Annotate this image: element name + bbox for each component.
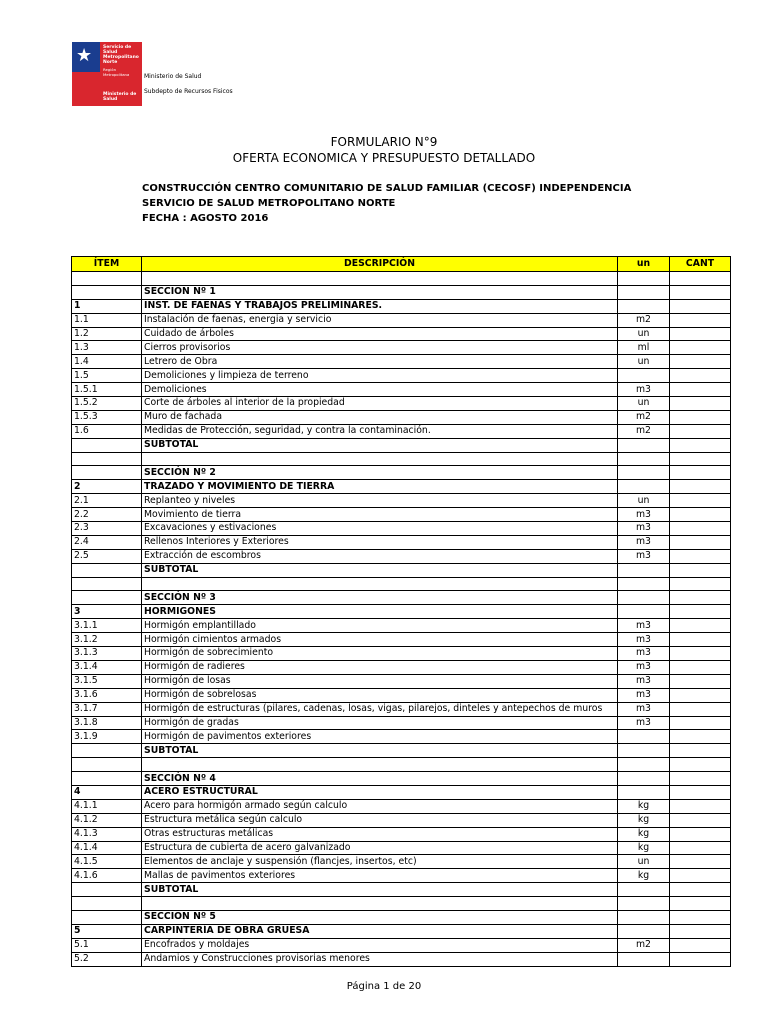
star-icon: ★	[76, 45, 93, 66]
item-cell: 1.5	[72, 369, 142, 383]
quantity-cell	[670, 535, 731, 549]
table-row	[72, 535, 731, 549]
form-subtitle: OFERTA ECONOMICA Y PRESUPUESTO DETALLADO	[232, 151, 536, 165]
unit-cell: m3	[618, 383, 670, 397]
quantity-cell	[670, 827, 731, 841]
item-cell: 1.2	[72, 327, 142, 341]
quantity-cell	[670, 272, 731, 286]
unit-cell: un	[618, 855, 670, 869]
description-cell: Excavaciones y estivaciones	[142, 522, 618, 536]
table-row	[72, 438, 731, 452]
quantity-cell	[670, 480, 731, 494]
item-cell	[72, 758, 142, 772]
item-cell: 3	[72, 605, 142, 619]
quantity-cell	[670, 605, 731, 619]
item-cell: 1.5.1	[72, 383, 142, 397]
item-cell: 3.1.4	[72, 660, 142, 674]
table-row	[72, 758, 731, 772]
item-cell: 2	[72, 480, 142, 494]
table-row	[72, 466, 731, 480]
unit-cell: kg	[618, 841, 670, 855]
quantity-cell	[670, 785, 731, 799]
quantity-cell	[670, 647, 731, 661]
description-cell: HORMIGONES	[142, 605, 618, 619]
unit-cell	[618, 466, 670, 480]
unit-cell: ml	[618, 341, 670, 355]
item-cell: 1.6	[72, 424, 142, 438]
table-row	[72, 508, 731, 522]
item-cell: 4	[72, 785, 142, 799]
unit-cell	[618, 452, 670, 466]
item-cell: 2.4	[72, 535, 142, 549]
logo-text-line: Servicio de	[103, 45, 132, 50]
unit-cell	[618, 730, 670, 744]
unit-cell: kg	[618, 827, 670, 841]
description-cell: Cuidado de árboles	[142, 327, 618, 341]
unit-cell: m3	[618, 619, 670, 633]
table-row	[72, 924, 731, 938]
quantity-cell	[670, 730, 731, 744]
quantity-cell	[670, 772, 731, 786]
description-cell: Andamios y Construcciones provisorias menores	[142, 952, 618, 966]
unit-cell	[618, 285, 670, 299]
description-cell: SECCIÓN Nº 4	[142, 772, 618, 786]
logo-text-line: Metropolitano	[103, 55, 139, 60]
description-cell: Hormigón cimientos armados	[142, 633, 618, 647]
item-cell	[72, 910, 142, 924]
table-row	[72, 938, 731, 952]
description-cell: Hormigón de losas	[142, 674, 618, 688]
description-cell: INST. DE FAENAS Y TRABAJOS PRELIMINARES.	[142, 299, 618, 313]
item-cell	[72, 591, 142, 605]
unit-cell: m3	[618, 633, 670, 647]
quantity-cell	[670, 744, 731, 758]
unit-cell	[618, 910, 670, 924]
logo-red-block-low	[72, 72, 100, 106]
unit-cell	[618, 438, 670, 452]
quantity-cell	[670, 633, 731, 647]
description-cell: Rellenos Interiores y Exteriores	[142, 535, 618, 549]
description-cell: Demoliciones y limpieza de terreno	[142, 369, 618, 383]
quantity-cell	[670, 869, 731, 883]
table-row	[72, 605, 731, 619]
item-cell	[72, 883, 142, 897]
unit-cell	[618, 883, 670, 897]
item-cell: 3.1.8	[72, 716, 142, 730]
table-row	[72, 410, 731, 424]
unit-cell: un	[618, 327, 670, 341]
description-cell: SUBTOTAL	[142, 883, 618, 897]
unit-cell	[618, 772, 670, 786]
quantity-cell	[670, 549, 731, 563]
unit-cell: m3	[618, 647, 670, 661]
item-cell: 4.1.2	[72, 813, 142, 827]
item-cell	[72, 272, 142, 286]
unit-cell: m3	[618, 674, 670, 688]
table-row	[72, 799, 731, 813]
unit-cell	[618, 591, 670, 605]
item-cell: 2.5	[72, 549, 142, 563]
item-cell: 4.1.5	[72, 855, 142, 869]
description-cell: Estructura de cubierta de acero galvanizado	[142, 841, 618, 855]
quantity-cell	[670, 299, 731, 313]
quantity-cell	[670, 313, 731, 327]
table-row	[72, 674, 731, 688]
quantity-cell	[670, 674, 731, 688]
logo-text-line: Ministerio de	[103, 92, 137, 97]
table-row	[72, 716, 731, 730]
description-cell: Estructura metálica según calculo	[142, 813, 618, 827]
quantity-cell	[670, 563, 731, 577]
description-cell: SECCIÓN Nº 2	[142, 466, 618, 480]
description-cell: Hormigón de gradas	[142, 716, 618, 730]
unit-cell	[618, 480, 670, 494]
description-cell: Hormigón emplantillado	[142, 619, 618, 633]
table-row	[72, 313, 731, 327]
quantity-cell	[670, 424, 731, 438]
quantity-cell	[670, 758, 731, 772]
unit-cell	[618, 272, 670, 286]
description-cell: SECCIÓN Nº 5	[142, 910, 618, 924]
quantity-cell	[670, 341, 731, 355]
description-cell: Replanteo y niveles	[142, 494, 618, 508]
table-row	[72, 341, 731, 355]
unit-cell	[618, 563, 670, 577]
unit-cell	[618, 299, 670, 313]
unit-cell: kg	[618, 869, 670, 883]
description-cell: Cierros provisorios	[142, 341, 618, 355]
table-row	[72, 549, 731, 563]
table-row	[72, 424, 731, 438]
description-cell: TRAZADO Y MOVIMIENTO DE TIERRA	[142, 480, 618, 494]
item-cell: 1.5.3	[72, 410, 142, 424]
description-cell: CARPINTERÍA DE OBRA GRUESA	[142, 924, 618, 938]
item-cell: 5	[72, 924, 142, 938]
item-cell: 4.1.4	[72, 841, 142, 855]
unit-cell: m3	[618, 522, 670, 536]
unit-cell: kg	[618, 813, 670, 827]
table-row	[72, 522, 731, 536]
table-row	[72, 883, 731, 897]
unit-cell: m3	[618, 660, 670, 674]
table-row	[72, 952, 731, 966]
description-cell: Hormigón de sobrecimiento	[142, 647, 618, 661]
unit-cell: un	[618, 397, 670, 411]
item-cell: 4.1.3	[72, 827, 142, 841]
quantity-cell	[670, 619, 731, 633]
description-cell: Muro de fachada	[142, 410, 618, 424]
quantity-cell	[670, 397, 731, 411]
quantity-cell	[670, 522, 731, 536]
unit-cell: m3	[618, 688, 670, 702]
unit-cell	[618, 577, 670, 591]
quantity-cell	[670, 355, 731, 369]
table-row	[72, 480, 731, 494]
quantity-cell	[670, 369, 731, 383]
quantity-cell	[670, 508, 731, 522]
unit-cell	[618, 952, 670, 966]
description-cell: Acero para hormigón armado según calculo	[142, 799, 618, 813]
ministerio-label: Ministerio de Salud	[144, 73, 202, 80]
table-row	[72, 299, 731, 313]
unit-cell: un	[618, 494, 670, 508]
table-row	[72, 397, 731, 411]
unit-cell	[618, 758, 670, 772]
quantity-cell	[670, 855, 731, 869]
ministry-logo	[72, 42, 142, 106]
column-header-unit: un	[618, 257, 670, 272]
table-row	[72, 327, 731, 341]
quantity-cell	[670, 910, 731, 924]
item-cell	[72, 285, 142, 299]
quantity-cell	[670, 952, 731, 966]
table-row	[72, 688, 731, 702]
table-row	[72, 910, 731, 924]
form-title: FORMULARIO N°9	[330, 135, 438, 149]
description-cell: Extracción de escombros	[142, 549, 618, 563]
quantity-cell	[670, 452, 731, 466]
item-cell: 2.3	[72, 522, 142, 536]
description-cell	[142, 897, 618, 911]
logo-text-line: Norte	[103, 60, 118, 65]
logo-text-line: Salud	[103, 97, 118, 102]
item-cell: 5.2	[72, 952, 142, 966]
table-row	[72, 869, 731, 883]
table-row	[72, 591, 731, 605]
table-row	[72, 813, 731, 827]
quantity-cell	[670, 897, 731, 911]
table-row	[72, 841, 731, 855]
unit-cell	[618, 744, 670, 758]
item-cell: 1	[72, 299, 142, 313]
quantity-cell	[670, 327, 731, 341]
table-header-row	[72, 257, 731, 272]
unit-cell: m3	[618, 535, 670, 549]
project-date: FECHA : AGOSTO 2016	[142, 213, 269, 224]
quantity-cell	[670, 577, 731, 591]
item-cell: 4.1.1	[72, 799, 142, 813]
item-cell: 4.1.6	[72, 869, 142, 883]
quantity-cell	[670, 383, 731, 397]
description-cell	[142, 452, 618, 466]
description-cell: SUBTOTAL	[142, 563, 618, 577]
unit-cell: m2	[618, 424, 670, 438]
description-cell	[142, 577, 618, 591]
page-number: Página 1 de 20	[346, 981, 422, 992]
item-cell: 5.1	[72, 938, 142, 952]
quantity-cell	[670, 924, 731, 938]
project-service: SERVICIO DE SALUD METROPOLITANO NORTE	[142, 198, 396, 209]
item-cell: 3.1.2	[72, 633, 142, 647]
unit-cell	[618, 605, 670, 619]
description-cell: Encofrados y moldajes	[142, 938, 618, 952]
table-row	[72, 619, 731, 633]
description-cell: Hormigón de pavimentos exteriores	[142, 730, 618, 744]
table-row	[72, 855, 731, 869]
table-row	[72, 285, 731, 299]
item-cell	[72, 772, 142, 786]
description-cell: SECCIÓN Nº 1	[142, 285, 618, 299]
unit-cell	[618, 897, 670, 911]
unit-cell	[618, 924, 670, 938]
unit-cell: m3	[618, 716, 670, 730]
unit-cell: un	[618, 355, 670, 369]
column-header-quantity: CANT	[670, 257, 731, 272]
unit-cell: m3	[618, 702, 670, 716]
item-cell: 1.1	[72, 313, 142, 327]
description-cell: ACERO ESTRUCTURAL	[142, 785, 618, 799]
item-cell	[72, 438, 142, 452]
description-cell	[142, 758, 618, 772]
description-cell: SUBTOTAL	[142, 744, 618, 758]
description-cell: Letrero de Obra	[142, 355, 618, 369]
unit-cell	[618, 369, 670, 383]
item-cell	[72, 563, 142, 577]
quantity-cell	[670, 883, 731, 897]
unit-cell: m2	[618, 938, 670, 952]
item-cell	[72, 744, 142, 758]
description-cell: Medidas de Protección, seguridad, y contra la contaminación.	[142, 424, 618, 438]
logo-text-line: Salud	[103, 50, 118, 55]
item-cell: 3.1.3	[72, 647, 142, 661]
unit-cell: m2	[618, 313, 670, 327]
budget-table	[71, 256, 731, 967]
column-header-description: DESCRIPCIÓN	[142, 257, 618, 272]
unit-cell: m2	[618, 410, 670, 424]
logo-text-sub: Región Metropolitana	[103, 67, 130, 77]
table-row	[72, 897, 731, 911]
quantity-cell	[670, 660, 731, 674]
table-row	[72, 355, 731, 369]
quantity-cell	[670, 494, 731, 508]
description-cell: SUBTOTAL	[142, 438, 618, 452]
description-cell: Mallas de pavimentos exteriores	[142, 869, 618, 883]
table-row	[72, 730, 731, 744]
table-row	[72, 647, 731, 661]
item-cell: 2.1	[72, 494, 142, 508]
table-row	[72, 660, 731, 674]
item-cell	[72, 897, 142, 911]
table-row	[72, 494, 731, 508]
item-cell	[72, 452, 142, 466]
table-row	[72, 772, 731, 786]
description-cell: Movimiento de tierra	[142, 508, 618, 522]
quantity-cell	[670, 410, 731, 424]
column-header-item: ÍTEM	[72, 257, 142, 272]
description-cell: Demoliciones	[142, 383, 618, 397]
description-cell: Corte de árboles al interior de la propiedad	[142, 397, 618, 411]
item-cell: 1.4	[72, 355, 142, 369]
table-row	[72, 827, 731, 841]
subdepto-label: Subdepto de Recursos Fisicos	[144, 88, 233, 95]
item-cell: 3.1.1	[72, 619, 142, 633]
quantity-cell	[670, 438, 731, 452]
description-cell: Otras estructuras metálicas	[142, 827, 618, 841]
table-row	[72, 702, 731, 716]
table-row	[72, 744, 731, 758]
quantity-cell	[670, 285, 731, 299]
quantity-cell	[670, 938, 731, 952]
table-row	[72, 785, 731, 799]
unit-cell: m3	[618, 508, 670, 522]
quantity-cell	[670, 716, 731, 730]
description-cell: SECCIÓN Nº 3	[142, 591, 618, 605]
table-row	[72, 369, 731, 383]
quantity-cell	[670, 688, 731, 702]
item-cell: 3.1.7	[72, 702, 142, 716]
quantity-cell	[670, 841, 731, 855]
quantity-cell	[670, 813, 731, 827]
quantity-cell	[670, 466, 731, 480]
table-row	[72, 452, 731, 466]
item-cell: 1.5.2	[72, 397, 142, 411]
description-cell: Hormigón de radieres	[142, 660, 618, 674]
table-row	[72, 272, 731, 286]
table-row	[72, 633, 731, 647]
item-cell: 3.1.5	[72, 674, 142, 688]
quantity-cell	[670, 591, 731, 605]
quantity-cell	[670, 702, 731, 716]
unit-cell	[618, 785, 670, 799]
item-cell: 2.2	[72, 508, 142, 522]
description-cell: Instalación de faenas, energia y servicio	[142, 313, 618, 327]
table-row	[72, 563, 731, 577]
quantity-cell	[670, 799, 731, 813]
item-cell: 1.3	[72, 341, 142, 355]
item-cell	[72, 466, 142, 480]
description-cell	[142, 272, 618, 286]
item-cell: 3.1.9	[72, 730, 142, 744]
project-name: CONSTRUCCIÓN CENTRO COMUNITARIO DE SALUD FAMILIAR (CECOSF) INDEPENDENCIA	[142, 183, 632, 194]
item-cell	[72, 577, 142, 591]
description-cell: Hormigón de estructuras (pilares, cadenas, losas, vigas, pilarejos, dinteles y antepechos de muros	[142, 702, 618, 716]
table-row	[72, 577, 731, 591]
unit-cell: m3	[618, 549, 670, 563]
description-cell: Elementos de anclaje y suspensión (flancjes, insertos, etc)	[142, 855, 618, 869]
description-cell: Hormigón de sobrelosas	[142, 688, 618, 702]
unit-cell: kg	[618, 799, 670, 813]
item-cell: 3.1.6	[72, 688, 142, 702]
table-row	[72, 383, 731, 397]
